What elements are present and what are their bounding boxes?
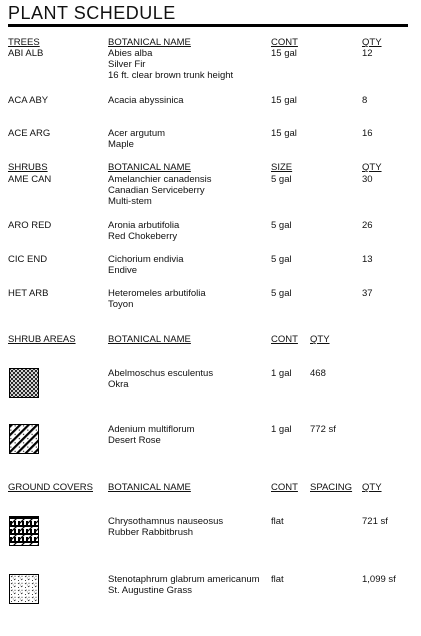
botanical-name: Adenium multiflorum [108, 424, 195, 435]
container-size: flat [271, 574, 284, 585]
botanical-name: Amelanchier canadensis [108, 174, 212, 185]
shrubs-header-qty: QTY [362, 162, 382, 173]
quantity: 772 sf [310, 424, 336, 435]
container-size: 15 gal [271, 95, 297, 106]
botanical-name: Acer argutum [108, 128, 166, 139]
plant-note: Multi-stem [108, 196, 152, 207]
shrub-areas-header-code: SHRUB AREAS [8, 334, 76, 345]
shrubs-header-code: SHRUBS [8, 162, 48, 173]
plant-code: ARO RED [8, 220, 52, 231]
quantity: 468 [310, 368, 326, 379]
common-name: Rubber Rabbitbrush [108, 527, 194, 538]
ground-covers-header-cont: CONT [271, 482, 298, 493]
botanical-name: Stenotaphrum glabrum americanum [108, 574, 260, 585]
title-rule [8, 24, 408, 27]
container-size: 15 gal [271, 128, 297, 139]
shrubs-header-size: SIZE [271, 162, 293, 173]
quantity: 1,099 sf [362, 574, 396, 585]
shrub-areas-header-botanical: BOTANICAL NAME [108, 334, 191, 345]
woven-pattern-swatch [9, 516, 39, 546]
botanical-name: Cichorium endivia [108, 254, 184, 265]
plant-code: ABI ALB [8, 48, 44, 59]
ground-covers-header-qty: QTY [362, 482, 382, 493]
botanical-name: Abies alba [108, 48, 153, 59]
plant-code: HET ARB [8, 288, 49, 299]
botanical-name: Chrysothamnus nauseosus [108, 516, 224, 527]
ground-covers-header-botanical: BOTANICAL NAME [108, 482, 191, 493]
container-size: 5 gal [271, 174, 292, 185]
common-name: Endive [108, 265, 138, 276]
common-name: St. Augustine Grass [108, 585, 192, 596]
page-title: PLANT SCHEDULE [8, 3, 176, 23]
common-name: Okra [108, 379, 129, 390]
ground-covers-header-spacing: SPACING [310, 482, 353, 493]
container-size: 1 gal [271, 368, 292, 379]
shrub-areas-header-qty: QTY [310, 334, 330, 345]
stipple-pattern-swatch [9, 574, 39, 604]
diagonal-dots-pattern-swatch [9, 424, 39, 454]
shrub-areas-header-cont: CONT [271, 334, 298, 345]
common-name: Desert Rose [108, 435, 161, 446]
botanical-name: Abelmoschus esculentus [108, 368, 214, 379]
botanical-name: Aronia arbutifolia [108, 220, 180, 231]
plant-code: ACE ARG [8, 128, 51, 139]
common-name: Silver Fir [108, 59, 146, 70]
ground-covers-header-code: GROUND COVERS [8, 482, 93, 493]
trees-header-botanical: BOTANICAL NAME [108, 37, 191, 48]
plant-note: 16 ft. clear brown trunk height [108, 70, 234, 81]
quantity: 13 [362, 254, 373, 265]
quantity: 12 [362, 48, 373, 59]
trees-header-qty: QTY [362, 37, 382, 48]
common-name: Maple [108, 139, 134, 150]
container-size: 1 gal [271, 424, 292, 435]
plant-code: AME CAN [8, 174, 52, 185]
container-size: flat [271, 516, 284, 527]
trees-header-code: TREES [8, 37, 40, 48]
botanical-name: Acacia abyssinica [108, 95, 184, 106]
trees-header-cont: CONT [271, 37, 298, 48]
container-size: 15 gal [271, 48, 297, 59]
quantity: 30 [362, 174, 373, 185]
plant-code: CIC END [8, 254, 48, 265]
common-name: Canadian Serviceberry [108, 185, 205, 196]
container-size: 5 gal [271, 220, 292, 231]
quantity: 26 [362, 220, 373, 231]
crosshatch-pattern-swatch [9, 368, 39, 398]
quantity: 37 [362, 288, 373, 299]
container-size: 5 gal [271, 288, 292, 299]
quantity: 721 sf [362, 516, 388, 527]
shrubs-header-botanical: BOTANICAL NAME [108, 162, 191, 173]
quantity: 16 [362, 128, 373, 139]
container-size: 5 gal [271, 254, 292, 265]
plant-code: ACA ABY [8, 95, 49, 106]
quantity: 8 [362, 95, 368, 106]
botanical-name: Heteromeles arbutifolia [108, 288, 206, 299]
common-name: Red Chokeberry [108, 231, 178, 242]
common-name: Toyon [108, 299, 134, 310]
